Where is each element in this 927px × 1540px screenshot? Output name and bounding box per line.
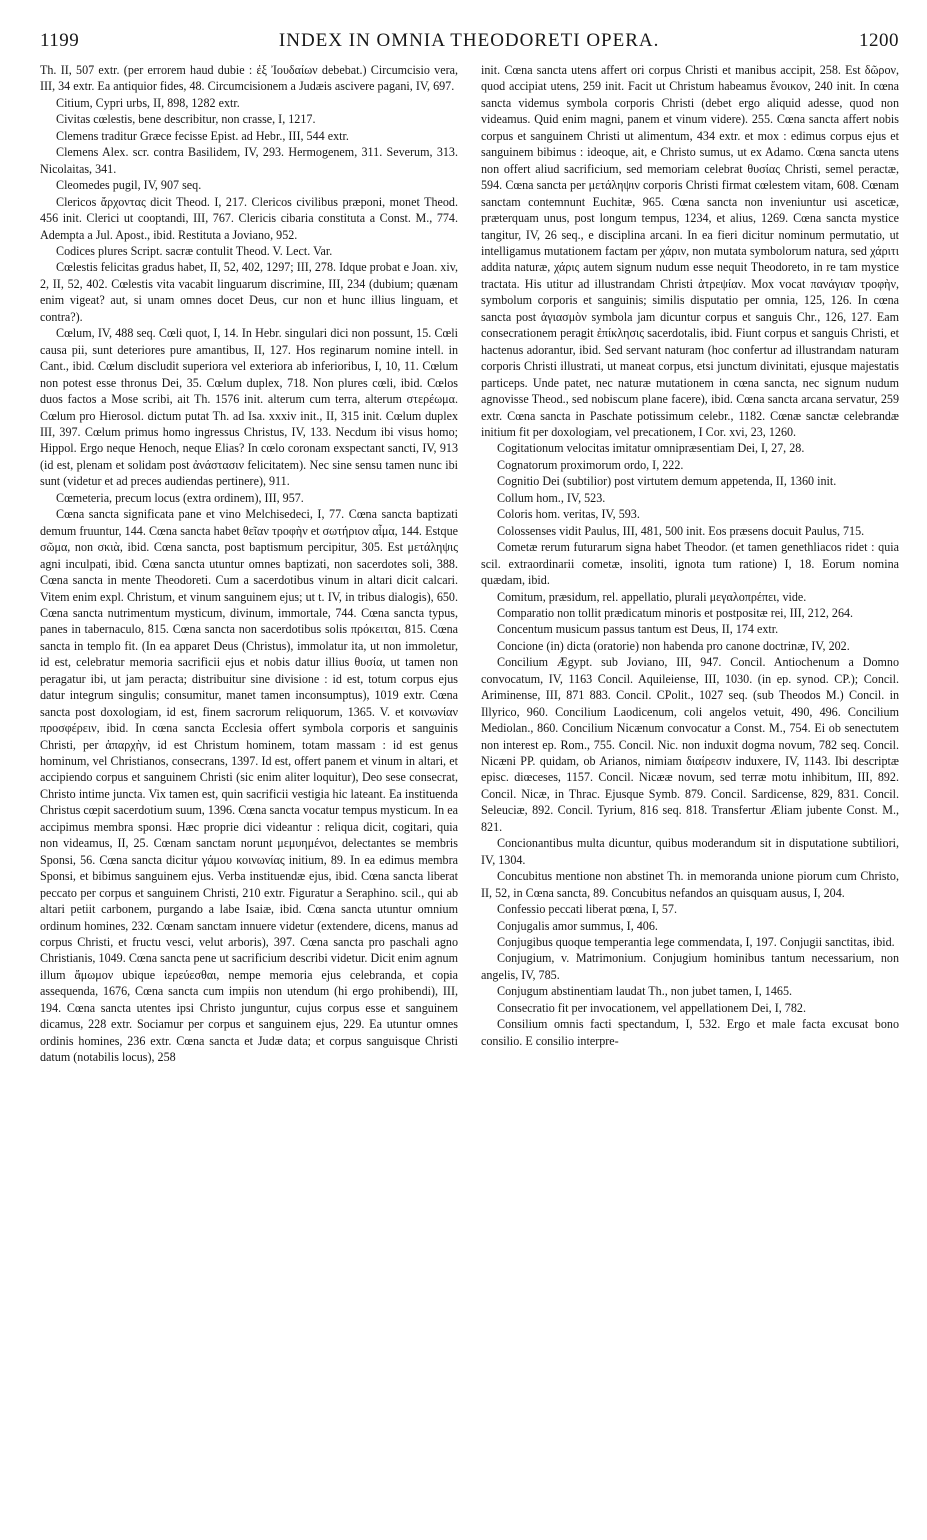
index-entry: Citium, Cypri urbs, II, 898, 1282 extr. [56,95,240,110]
index-entry: Concionantibus multa dicuntur, quibus moderandum sit in disputatione subtiliori, IV, 1304. [481,836,899,867]
index-entry: Conjugum abstinentiam laudat Th., non jubet tamen, I, 1465. [497,984,793,999]
index-entry: Cœna sancta significata pane et vino Melchisedeci, I, 77. Cœna sancta baptizati demum fruuntur, 144. Cœna sancta habet θεῖαν τροφὴν et σωτήριον αἷμα, 144. Estque σῶμα, non σκιὰ, ibid. Cœna sancta, post baptismum percipitur, 305. Est μετάληψις agni inculpati, ibid. Cœna sancta utuntur omnes baptizati, non sacerdotes soli, 388. Cœna sancta in mente Theodoreti. Cum a sacerdotibus vinum in altari dicit calcari. Vitem enim expl. Christum, et vinum sanguinem ejus; ut t. IV, in tribus dialogis), 650. Cœna sancta nutrimentum mysticum, divinum, immortale, 744. Cœna sancta typus, panes in tabernaculo, 815. Cœna sancta non sacerdotibus solis πρόκειται, 815. Cœna sancta in templo fit. (In ea apparet Deus (Christus), immolatur ita, ut non immoletur, id est, celebratur memoria sacrificii ejus et nobis datur illius θυσία, ut tamen non peragatur ibi, ut jam peracta; distribuitur sine divisione : id est, totum corpus ejus datur integrum singulis; consumitur, manet tamen inconsumptus), 1019 extr. Cœna sancta post doxologiam, id est, finem sacrorum reliquorum, 1365. V. et κοινωνίαν προσφέρειν, ibid. In cœna sancta Ecclesia offert symbola corporis et sanguinis Christi, per ἀπαρχὴν, id est Christum hominem, totam massam : id est genus hominum, vel Christianos, consecrans, 1397. Id est, offert panem et vinum in altari, et accipiendo corpus et sanguinem Christi (sic enim aliter loquitur), Deo sese consecrat, Christo intime juncta. Vix tamen est, quin sacrificii vestigia hic lateant. Ea instituenda Christus cœpit sacerdotium suum, 1396. Cœna sancta vocatur tempus mysticum. In ea accipimus membra sponsi. Hæc proprie dici videantur : reliqua dicit, cogitari, quia non videamus, II, 25. Cœnam sanctam norunt μεμυημένοι, delectantes se membris Sponsi, 56. Cœna sancta dicitur γάμου κοινωνίας initium, 89. In ea edimus membra Sponsi, et bibimus sanguinem ejus. Verba instituendæ ejus, ibid. Cœna sancta liberat peccato per corpus et sanguinem Christi, 210 extr. Figuratur a Seraphino. scil., qui ab altari petiit carbonem, purgando a labe Isaiæ, ibid. Cœna sancta utuntur omnium ordinum homines, 232. Cœnam sanctam innuere videtur (extendere, dicens, manus ad corpus Christi, et fructu vesci, velut arboris), 397. Cœna sancta pro paschali agno Christianis, 1049. Cœna sancta pene ut sacrificium describi videtur. Dicit enim agnum illum ἄμωμον ubique ἱερεύεσθαι, nempe memoria ejus celebranda, et copia assequenda, 1676, Cœna sancta cum impiis non utendum (hi ergo prohibendi), III, 194. Cœna sancta utentes ipsi Christo junguntur, cujus corpus esse et sanguinem dicamus, 228 extr. Sociamur per corpus et sanguinem ejus, 229. Ea utuntur omnes ordinis homines, 236 extr. Cœna sancta et Judæ data; et corpus sanguisque Christi datum (notabilis locus), 258 [40,507,458,1065]
page-number-left: 1199 [40,30,80,51]
index-entry: Cœlestis felicitas gradus habet, II, 52, 402, 1297; III, 278. Idque probat e Joan. xiv, 2, II, 52, 402. Cœlestis vita vacabit linguarum discrimine, III, 234 (dubium; quænam enim vigeat? aut, si unam omnes docet Deus, cur non et hunc illius linguam, et contra?). [40,260,458,324]
page-title: INDEX IN OMNIA THEODORETI OPERA. [278,30,660,51]
right-column [481,62,899,1066]
index-entry: Conjugibus quoque temperantia lege commendata, I, 197. Conjugii sanctitas, ibid. [497,935,895,950]
index-entry: Coloris hom. veritas, IV, 593. [497,507,640,522]
index-entry: Conjugium, v. Matrimonium. Conjugium hominibus tantum necessarium, non angelis, IV, 785. [481,951,899,982]
index-entry: Consilium omnis facti spectandum, I, 532. Ergo et male facta excusat bono consilio. E consilio interpre- [481,1017,899,1048]
index-entry: Comparatio non tollit prædicatum minoris et postpositæ rei, III, 212, 264. [497,605,854,620]
index-entry: Civitas cœlestis, bene describitur, non crasse, I, 1217. [56,112,316,127]
index-entry: Cœlum, IV, 488 seq. Cœli quot, I, 14. In Hebr. singulari dici non possunt, 15. Cœli causa pii, sunt deteriores pure amantibus, II, 127. Hos reginarum nomine intell. in Cant., ibid. Cœlum discludit superiora vel exteriora ab inferioribus, I, 10, 11. Cœlum non potest esse thronus Dei, 35. Cœlum duplex, 718. Non plures cœli, ibid. Cœlos duos factos a Mose scribi, ait Th. 1576 init. alterum cum terra, alterum στερέωμα. Cœlum pro Hierosol. dictum putat Th. ad Isa. xxxiv init., II, 315 init. Cœlum duplex III, 397. Cœlum primus homo ingressus Christus, IV, 133. Necdum ibi visus homo; Hippol. Ergo neque Henoch, neque Elias? In cœlo coronam exspectant sancti, IV, 913 (id est, plenam et solidam post ἀνάστασιν felicitatem). Nec sine sensu tamen nunc ibi sunt (videtur et ad preces audiendas pertinere), 911. [40,326,458,489]
index-entry: Cognitio Dei (subtilior) post virtutem demum appetenda, II, 1360 init. [497,474,837,489]
running-header [40,30,899,60]
index-entry: Clemens traditur Græce fecisse Epist. ad Hebr., III, 544 extr. [56,128,349,143]
index-entry: Colossenses vidit Paulus, III, 481, 500 init. Eos præsens docuit Paulus, 715. [497,523,865,538]
index-entry: Concione (in) dicta (oratorie) non habenda pro canone doctrinæ, IV, 202. [497,638,850,653]
left-column [40,62,458,1066]
index-entry: init. Cœna sancta utens affert ori corpus Christi et manibus accipit, 258. Est δῶρον, quod accipiat utens, 259 init. Facit ut Christum habeamus ἔνοικον, 240 init. In cœna sancta videmus symbola corporis Christi (debet ergo aliquid adesse, quod non videamus. Quid enim magni, panem et vinum videre). 255. Cœna sancta affert nobis corpus et sanguinem Christi ut alimentum, 434 extr. et mox : edimus corpus ejus et sanguinem bibimus : ideoque, ait, e Christo sumus, ut ex Adamo. Cœna sancta utens non offert aliud sacrificium, sed memoriam celebrat θυσίας Christi, semel peractæ, 594. Cœna sancta per μετάληψιν corporis Christi firmat cœlestem vitam, 608. Cœnam sanctam contemnunt Euchitæ, 965. Cœna sancta non inveniuntur usi asceticæ, præterquam unus, post longum tempus, 1234, et alius, 1269. Cœna sancta mystice tangitur, IV, 26 seq., e disciplina arcani. In ea fieri dicitur nominum permutatio, ut intelligamus mutationem factam per χάριν, non mutata symbolorum natura, sed χάριτι addita naturæ, χάρις autem signum nudum esse nequit Theodoreto, in re tam mystice tractata. His utitur ad illustrandam Christi ἀτρεψίαν. Mox vocat πανάγιαν τροφὴν, symbolum corporis et sanguinis; similis disputatio per omnia, 125, 126. In cœna sancta post ἁγιασμὸν symbola jam dicuntur corpus et sanguis Chr., 126, 127. Eam consecrationem peragit ἐπίκλησις sacerdotalis, ibid. Fiunt corpus et sanguis Christi, et hactenus adorantur, ibid. Sed servant naturam (hoc confertur ad illustrandam naturam corporis Christi illustrati, ut maneat corpus, etsi junctum divinitati, ejusque majestatis particeps. Unde patet, nec naturæ mutationem in cœna sancta, nec signum nudum agnovisse Theod., sed nobiscum plane facere), ibid. Cœna sancta arcana servatur, 259 extr. Cœna sancta in Paschate potissimum celebr., 1182. Cœnæ sanctæ celebrandæ initium fit per doxologiam, vel precationem, I Cor. xvi, 23, 1260. [481,63,899,439]
index-entry: Conjugalis amor summus, I, 406. [497,918,658,933]
index-entry: Comitum, præsidum, rel. appellatio, plurali μεγαλοπρέπει, vide. [497,589,807,604]
index-entry: Consecratio fit per invocationem, vel appellationem Dei, I, 782. [497,1000,806,1015]
index-entry: Cogitationum velocitas imitatur omnipræsentiam Dei, I, 27, 28. [497,441,805,456]
index-entry: Concubitus mentione non abstinet Th. in memoranda unione piorum cum Christo, II, 52, in Cœna sancta, 89. Concubitus nefandos an quisquam ausus, I, 204. [481,869,899,900]
index-columns [40,62,899,1066]
index-entry: Confessio peccati liberat pœna, I, 57. [497,902,678,917]
index-entry: Collum hom., IV, 523. [497,490,606,505]
index-entry: Cometæ rerum futurarum signa habet Theodor. (et tamen genethliacos ridet : quia scil. extraordinarii cometæ, insoliti, ignota tum ratione) I, 18. Eorum nomina quædam, ibid. [481,540,899,588]
index-entry: Cœmeteria, precum locus (extra ordinem), III, 957. [56,490,304,505]
index-entry: Th. II, 507 extr. (per errorem haud dubie : ἐξ Ἰουδαίων debebat.) Circumcisio vera, III, 34 extr. Ea antiquior fides, 48. Circumcisionem a Judæis ascivere pagani, IV, 697. [40,63,458,94]
index-entry: Clemens Alex. scr. contra Basilidem, IV, 293. Hermogenem, 311. Severum, 313. Nicolaitas, 341. [40,145,458,176]
index-entry: Cognatorum proximorum ordo, I, 222. [497,457,684,472]
index-entry: Concentum musicum passus tantum est Deus, II, 174 extr. [497,622,779,637]
index-entry: Concilium Ægypt. sub Joviano, III, 947. Concil. Antiochenum a Domno convocatum, IV, 1163 Concil. Aquileiense, III, 1030. (in ep. synod. CP.); Concil. Ariminense, III, 871 883. Concil. CPolit., 1027 seq. (sub Theodos M.) Concil. in Illyrico, 960. Concilium Laodicenum, coli angelos vetuit, 490, 496. Concilium Mediolan., 860. Concilium Nicænum convocatur a Const. M., 754. Ei ob senectutem non interest ep. Rom., 755. Concil. Nic. non induxit dogma novum, 782 seq. Concil. Nicæni PP. quidam, ob Arianos, nimiam διαίρεσιν induxere, IV, 1143. Ibi descriptæ episc. diœceses, 1157. Concil. Nicææ novum, sed terræ motu inhibitum, III, 892. Concil. Nicæ, in Thrac. Ejusque Symb. 879. Concil. Sardicense, 829, 831. Concil. Seleuciæ, 892. Concil. Tyrium, 816 seq. 818. Transfertur Æliam jubente Const. M., 821. [481,655,899,834]
page-number-right: 1200 [858,30,899,51]
index-entry: Codices plures Script. sacræ contulit Theod. V. Lect. Var. [56,243,333,258]
index-entry: Cleomedes pugil, IV, 907 seq. [56,178,202,193]
index-entry: Clericos ἄρχοντας dicit Theod. I, 217. Clericos civilibus præponi, monet Theod. 456 init. Clerici ut cooptandi, III, 767. Clericis cibaria constituta a Const. M., 774. Adempta a Jul. Apost., ibid. Restituta a Joviano, 952. [40,194,458,242]
